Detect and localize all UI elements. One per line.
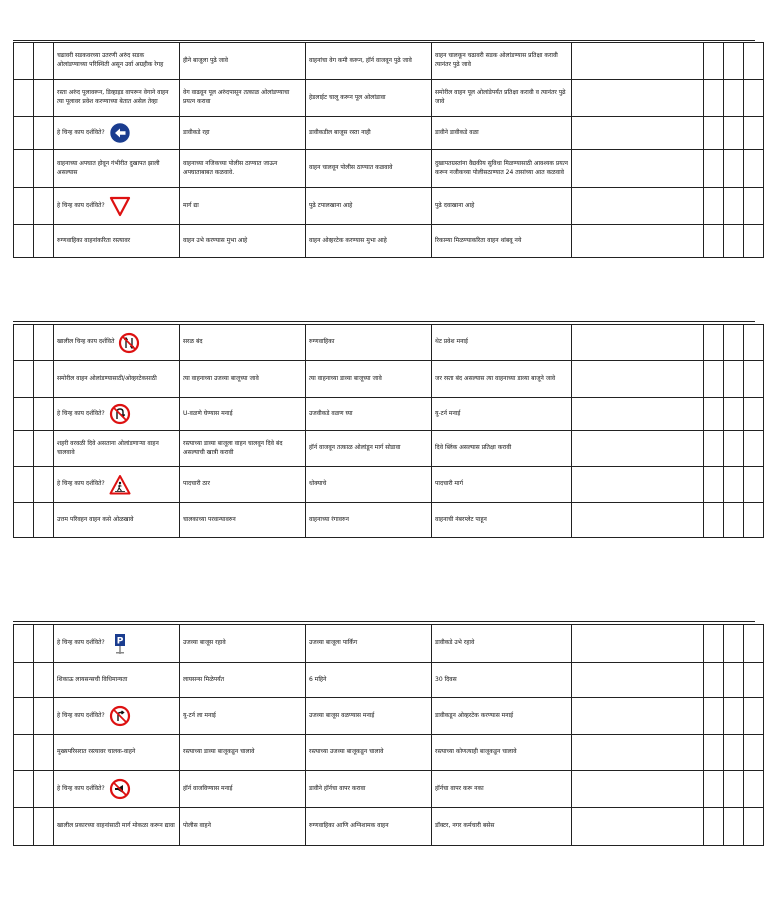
answer-box (572, 361, 704, 398)
mark-box (704, 325, 724, 361)
answer-option-3: दिवे ब्लिंक असल्यास प्रतिक्षा करावी (432, 431, 572, 467)
answer-option-3: डावीने डावीकडे वळा (432, 117, 572, 150)
answer-box (572, 503, 704, 538)
answer-box (572, 43, 704, 80)
question-cell (54, 43, 180, 80)
question-row (14, 117, 764, 150)
mark-box (744, 698, 764, 735)
answer-option-3: वाहन चालकून चढावरी सडक ओलांडण्यास प्रतिक्षा करावी त्यानंतर पुढे जावे (432, 43, 572, 80)
answer-option-3: 30 दिवस (432, 663, 572, 698)
question-text: रस्ता अरुंद पूलावरून, डिव्हाइड वापरून वेगाने वाहन त्या पूलावर प्रवेश करण्याच्या बेतात असेल तेव्हा (57, 89, 169, 105)
blank-cell (14, 188, 34, 225)
question-cell (54, 431, 180, 467)
section-divider (13, 621, 755, 622)
mark-box (724, 398, 744, 431)
question-row (14, 150, 764, 188)
answer-box (572, 735, 704, 771)
question-text: रुग्णवाहिका वाहनांकरिता रस्त्यावर (57, 236, 131, 244)
answer-option-2: रस्त्याच्या उजव्या बाजूकडून चालावे (306, 735, 432, 771)
blank-cell (34, 398, 54, 431)
question-row (14, 361, 764, 398)
mark-box (744, 43, 764, 80)
mark-box (724, 188, 744, 225)
blank-cell (34, 43, 54, 80)
answer-option-2: उजव्या बाजूस वळण्यास मनाई (306, 698, 432, 735)
blank-cell (34, 225, 54, 258)
answer-box (572, 808, 704, 846)
answer-option-3: वाहनाची नंबरप्लेट पाहून (432, 503, 572, 538)
answer-box (572, 467, 704, 503)
answer-option-1: उजव्या बाजूस रहावे (180, 625, 306, 663)
answer-option-2: वाहनाच्या रंगावरुन (306, 503, 432, 538)
keep-left-sign-icon (109, 122, 131, 144)
answer-option-3: रिकाम्या मिळण्याकरिता वाहन थांबवू नये (432, 225, 572, 258)
answer-option-1: पोलीस वाहने (180, 808, 306, 846)
mark-box (704, 398, 724, 431)
blank-cell (34, 503, 54, 538)
answer-option-3: रस्त्याच्या कोणत्याही बाजूकडून चालावे (432, 735, 572, 771)
answer-option-3: डावीकडे उभे रहावे (432, 625, 572, 663)
mark-box (724, 325, 744, 361)
answer-option-1: पादचारी ठार (180, 467, 306, 503)
question-text: मुख्यपरिसरात रस्त्यावर चालक-वाहने (57, 748, 136, 756)
mark-box (724, 225, 744, 258)
mark-box (704, 150, 724, 188)
blank-cell (34, 735, 54, 771)
no-right-turn-sign-icon (109, 705, 131, 727)
blank-cell (34, 150, 54, 188)
blank-cell (34, 80, 54, 117)
mark-box (724, 698, 744, 735)
blank-cell (34, 771, 54, 808)
question-text: समोरील वाहन ओलांडण्यासाठी/ओव्हरटेकसाठी (57, 374, 157, 382)
mark-box (744, 117, 764, 150)
question-cell (54, 467, 180, 503)
give-way-sign-icon (109, 195, 131, 217)
blank-cell (14, 698, 34, 735)
mark-box (744, 188, 764, 225)
mark-box (724, 663, 744, 698)
answer-option-3: पादचारी मार्ग (432, 467, 572, 503)
mark-box (704, 431, 724, 467)
question-text: खालील चिन्ह काय दर्शविते (57, 338, 115, 346)
mark-box (744, 771, 764, 808)
answer-box (572, 663, 704, 698)
blank-cell (14, 225, 34, 258)
section-divider (13, 321, 755, 322)
mark-box (704, 735, 724, 771)
answer-option-2: पुढे टपालखाना आहे (306, 188, 432, 225)
no-entry-arrow-sign-icon (118, 332, 140, 354)
question-cell (54, 398, 180, 431)
question-row (14, 467, 764, 503)
question-cell (54, 663, 180, 698)
mark-box (704, 771, 724, 808)
mark-box (744, 150, 764, 188)
question-cell (54, 361, 180, 398)
question-cell (54, 225, 180, 258)
blank-cell (14, 808, 34, 846)
mark-box (704, 117, 724, 150)
question-text: उत्तम परिवहन वाहन कसे ओळखावे (57, 515, 134, 523)
question-row (14, 325, 764, 361)
answer-option-2: वाहन चालवून पोलीस ठाण्यात कळवावे (306, 150, 432, 188)
mark-box (724, 625, 744, 663)
question-row (14, 663, 764, 698)
question-cell (54, 771, 180, 808)
answer-option-3: थेट प्रवेश मनाई (432, 325, 572, 361)
question-cell (54, 117, 180, 150)
question-row (14, 225, 764, 258)
svg-text:P: P (116, 636, 123, 646)
blank-cell (34, 188, 54, 225)
answer-option-3: यु-टर्न मनाई (432, 398, 572, 431)
blank-cell (34, 808, 54, 846)
blank-cell (34, 117, 54, 150)
answer-option-3: दुखापतग्रस्तांना वैद्यकीय सुविधा मिळण्यासाठी आवश्यक प्रयत्न करून नजीकच्या पोलीसठाण्यात 24 तासांच्या आत कळवावे (432, 150, 572, 188)
blank-cell (34, 431, 54, 467)
blank-cell (14, 735, 34, 771)
blank-cell (34, 467, 54, 503)
question-cell (54, 150, 180, 188)
question-cell (54, 325, 180, 361)
answer-box (572, 188, 704, 225)
mark-box (724, 467, 744, 503)
answer-box (572, 625, 704, 663)
blank-cell (14, 431, 34, 467)
blank-cell (14, 361, 34, 398)
mark-box (704, 503, 724, 538)
mark-box (744, 808, 764, 846)
answer-option-2: वाहन ओव्हरटेक करण्यास मुभा आहे (306, 225, 432, 258)
question-text: शिकाऊ लायसन्सची विधिमान्यता (57, 675, 128, 683)
answer-box (572, 398, 704, 431)
blank-cell (34, 698, 54, 735)
mark-box (724, 117, 744, 150)
answer-option-2: उजवीकडे वळण घ्या (306, 398, 432, 431)
question-table-3 (13, 624, 764, 846)
answer-option-1: चालकाच्या परवान्यावरुन (180, 503, 306, 538)
blank-cell (34, 325, 54, 361)
answer-option-1: डावीकडे रहा (180, 117, 306, 150)
blank-cell (14, 325, 34, 361)
question-row (14, 43, 764, 80)
question-cell (54, 503, 180, 538)
answer-option-3: डॉक्टर, नगर कर्मचारी बसेस (432, 808, 572, 846)
blank-cell (14, 503, 34, 538)
question-cell (54, 808, 180, 846)
blank-cell (34, 361, 54, 398)
answer-option-2: रुग्णवाहिका (306, 325, 432, 361)
answer-option-2: रुग्णवाहिका आणि अग्निशामक वाहन (306, 808, 432, 846)
answer-box (572, 150, 704, 188)
mark-box (704, 808, 724, 846)
answer-option-2: हेडलाईट चालू करून पूल ओलांडावा (306, 80, 432, 117)
question-text: हे चिन्ह काय दर्शविते? (57, 784, 105, 792)
question-text: हे चिन्ह काय दर्शविते? (57, 201, 105, 209)
question-text: हे चिन्ह काय दर्शविते? (57, 639, 105, 647)
mark-box (724, 150, 744, 188)
question-row (14, 698, 764, 735)
mark-box (744, 398, 764, 431)
answer-option-2: वाहनांचा वेग कमी करून, हॉर्न वाजवून पुढे जावे (306, 43, 432, 80)
mark-box (724, 361, 744, 398)
answer-option-1: हॉर्न वाजविण्यास मनाई (180, 771, 306, 808)
answer-option-3: डावीकडून ओव्हरटेक करण्यास मनाई (432, 698, 572, 735)
answer-option-2: उजव्या बाजूला पार्किंग (306, 625, 432, 663)
mark-box (724, 43, 744, 80)
question-row (14, 188, 764, 225)
mark-box (744, 625, 764, 663)
question-row (14, 398, 764, 431)
answer-option-1: हीने बाजूला पुढे जावे (180, 43, 306, 80)
mark-box (744, 663, 764, 698)
question-row (14, 80, 764, 117)
answer-box (572, 431, 704, 467)
blank-cell (14, 625, 34, 663)
mark-box (744, 431, 764, 467)
answer-option-1: वाहन उभे करण्यास मुभा आहे (180, 225, 306, 258)
question-cell (54, 188, 180, 225)
mark-box (704, 698, 724, 735)
answer-option-1: यु-टर्न ला मनाई (180, 698, 306, 735)
question-cell (54, 698, 180, 735)
mark-box (744, 735, 764, 771)
mark-box (704, 361, 724, 398)
answer-option-3: जर रस्ता बंद असल्यास त्या वाहनाच्या डाव्या बाजूने जावे (432, 361, 572, 398)
question-row (14, 431, 764, 467)
blank-cell (14, 663, 34, 698)
mark-box (724, 808, 744, 846)
no-u-turn-sign-icon (109, 403, 131, 425)
mark-box (724, 771, 744, 808)
answer-option-2: त्या वाहनाच्या डाव्या बाजूच्या जावे (306, 361, 432, 398)
question-text: खालील प्रकारच्या वाहनांसाठी मार्ग मोकळा करून द्यावा (57, 822, 175, 830)
question-cell (54, 625, 180, 663)
blank-cell (14, 117, 34, 150)
blank-cell (14, 398, 34, 431)
mark-box (704, 467, 724, 503)
question-cell (54, 735, 180, 771)
question-row (14, 771, 764, 808)
question-table-2 (13, 324, 764, 538)
mark-box (704, 663, 724, 698)
question-table-1 (13, 42, 764, 258)
blank-cell (14, 80, 34, 117)
blank-cell (14, 150, 34, 188)
question-row (14, 735, 764, 771)
mark-box (704, 43, 724, 80)
blank-cell (14, 43, 34, 80)
mark-box (744, 80, 764, 117)
parking-sign-icon (109, 633, 131, 655)
question-row (14, 808, 764, 846)
answer-option-2: 6 महिने (306, 663, 432, 698)
mark-box (744, 225, 764, 258)
mark-box (744, 467, 764, 503)
blank-cell (14, 467, 34, 503)
answer-option-1: रस्त्याच्या डाव्या बाजूला वाहन चालवून दिवे बंद असल्याची खात्री करावी (180, 431, 306, 467)
question-text: शहरी वरवळी दिवे असताना ओलांडणाऱ्या वाहन चालवावे (57, 439, 159, 456)
answer-box (572, 117, 704, 150)
question-cell (54, 80, 180, 117)
mark-box (724, 503, 744, 538)
answer-option-2: धोक्याचे (306, 467, 432, 503)
answer-option-2: हॉर्न वाजवून तत्काळ ओलांडून मार्ग सोडावा (306, 431, 432, 467)
question-row (14, 503, 764, 538)
answer-option-3: हॉर्नचा वापर करू नका (432, 771, 572, 808)
answer-option-2: डावीने हॉर्नचा वापर करावा (306, 771, 432, 808)
answer-box (572, 225, 704, 258)
question-row (14, 625, 764, 663)
no-horn-sign-icon (109, 778, 131, 800)
answer-option-1: U-वळणे घेण्यास मनाई (180, 398, 306, 431)
blank-cell (34, 663, 54, 698)
answer-box (572, 80, 704, 117)
mark-box (704, 625, 724, 663)
mark-box (704, 188, 724, 225)
mark-box (704, 225, 724, 258)
answer-option-1: रस्त्याच्या डाव्या बाजूकडून चालावे (180, 735, 306, 771)
answer-option-1: त्या वाहनाच्या उजव्या बाजूच्या जावे (180, 361, 306, 398)
answer-box (572, 698, 704, 735)
mark-box (744, 503, 764, 538)
question-text: हे चिन्ह काय दर्शविते? (57, 128, 105, 136)
pedestrian-crossing-sign-icon (109, 474, 131, 496)
section-divider (13, 40, 755, 41)
answer-option-3: पुढे दवाखाना आहे (432, 188, 572, 225)
answer-option-1: वेग वाढवून पूल अरुंदपासून तत्काळ ओलांडण्याचा प्रयत्न करावा (180, 80, 306, 117)
answer-box (572, 325, 704, 361)
mark-box (724, 80, 744, 117)
answer-option-1: मार्ग द्या (180, 188, 306, 225)
blank-cell (34, 625, 54, 663)
mark-box (744, 325, 764, 361)
question-text: हे चिन्ह काय दर्शविते? (57, 409, 105, 417)
mark-box (724, 431, 744, 467)
answer-box (572, 771, 704, 808)
question-text: चढावरी सडकवरच्या उतरणी अरुंद सडक ओलांडण्याच्या परिस्थिती असून उर्वा अग्रहीक रेगह (57, 52, 164, 68)
answer-option-1: लायसन्स मिळेपर्यंत (180, 663, 306, 698)
question-text: हे चिन्ह काय दर्शविते? (57, 480, 105, 488)
mark-box (704, 80, 724, 117)
answer-option-3: समोरील वाहन पूल ओलांडेपर्यंत प्रतिक्षा करावी व त्यानंतर पुढे जावे (432, 80, 572, 117)
question-text: वाहनाच्या अपघात होवून गंभीरीत दुखापत झाली असल्यास (57, 159, 160, 176)
blank-cell (14, 771, 34, 808)
answer-option-1: सरळ बंद (180, 325, 306, 361)
mark-box (744, 361, 764, 398)
answer-option-2: डावीकडील बाजूस रस्ता नाही (306, 117, 432, 150)
question-text: हे चिन्ह काय दर्शविते? (57, 711, 105, 719)
mark-box (724, 735, 744, 771)
answer-option-1: वाहनाच्या नजिकच्या पोलीस ठाण्यात जाऊन अपघाताबाबत कळवावे. (180, 150, 306, 188)
